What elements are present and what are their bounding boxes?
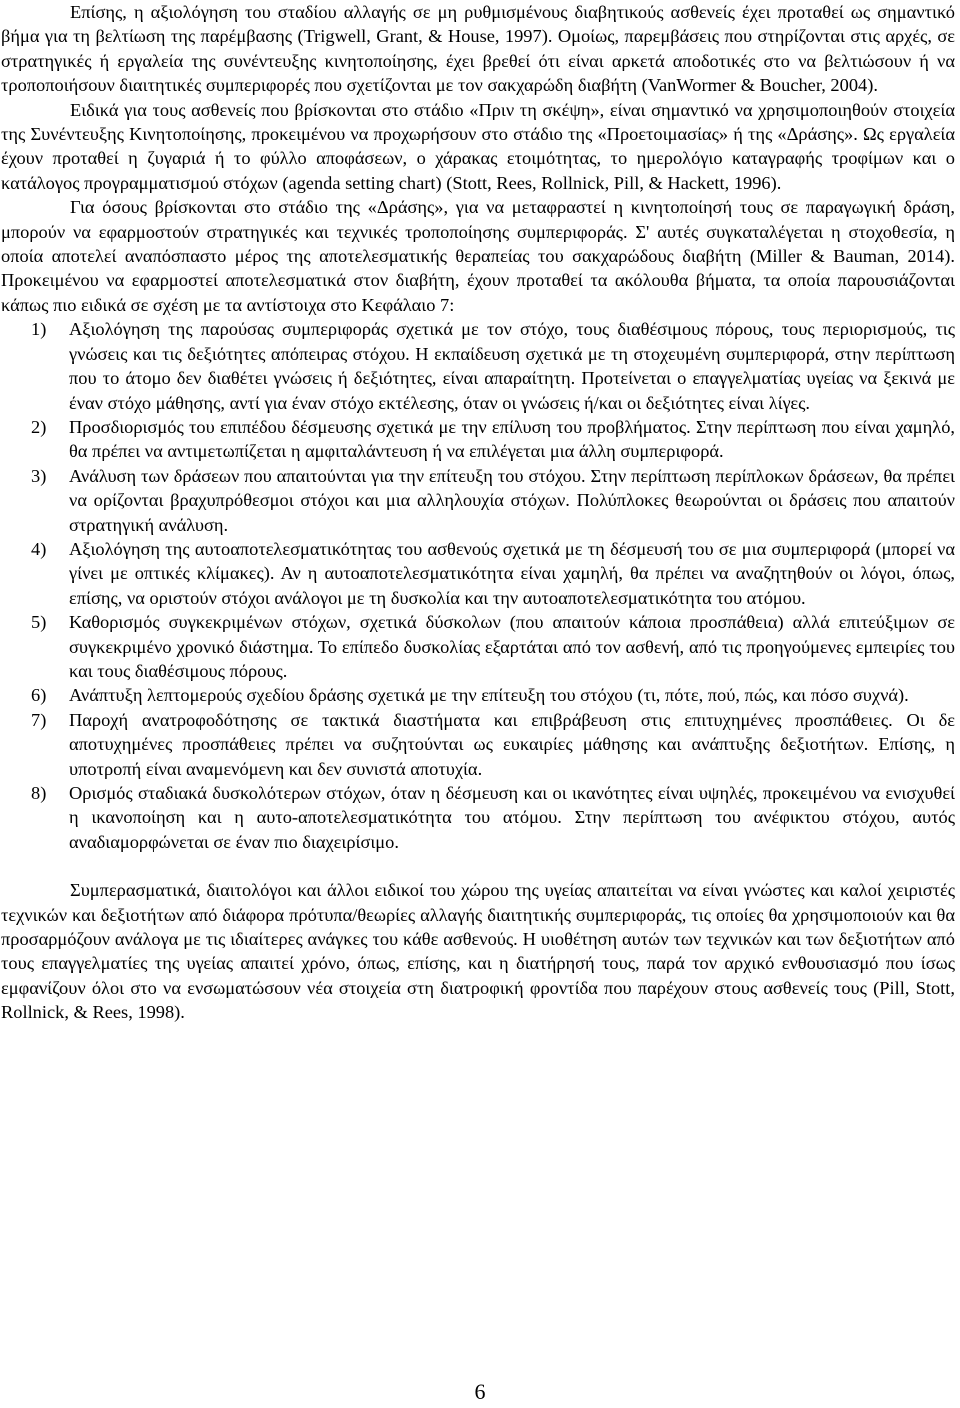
paragraph-conclusion: Συμπερασματικά, διαιτολόγοι και άλλοι ειδικοί του χώρου της υγείας απαιτείται να είναι γνώστες και καλοί χειριστές τεχνικών και δεξιοτήτων από διάφορα πρότυπα/θεωρίες αλλαγής διαιτητικής συμπεριφοράς, τις οποίες θα χρησιμοποιούν και θα προσαρμόζουν ανάλογα με τις ιδιαίτερες ανάγκες του κάθε ασθενούς. Η υιοθέτηση αυτών των τεχνικών και των δεξιοτήτων από τους επαγγελματίες της υγείας απαιτεί χρόνο, όπως, επίσης, και η διατήρησή τους, παρά τον αρχικό ενθουσιασμό που ίσως εμφανίζουν όλοι στο να ενσωματώσουν νέα στοιχεία στη διατροφική φροντίδα που παρέχουν στους ασθενείς τους (Pill, Stott, Rollnick, & Rees, 1998). (1, 880, 955, 1023)
list-item (1, 781, 955, 854)
page-number: 6 (474, 1379, 486, 1404)
list-item (1, 537, 955, 610)
list-item (1, 683, 955, 707)
list-item-number: 2) (31, 416, 47, 437)
list-item-text: Παροχή ανατροφοδότησης σε τακτικά διαστήματα και επιβράβευση στις επιτυχημένες προσπάθειες. Οι δε αποτυχημένες προσπάθειες πρέπει να συζητούνται ως ευκαιρίες μάθησης και ανάπτυξης δεξιοτήτων. Επίσης, η υποτροπή είναι αναμενόμενη και δεν συνιστά αποτυχία. (69, 709, 955, 779)
list-item (1, 415, 955, 464)
paragraph-precontemplation: Ειδικά για τους ασθενείς που βρίσκονται στο στάδιο «Πριν τη σκέψη», είναι σημαντικό να χρησιμοποιηθούν στοιχεία της Συνέντευξης Κινητοποίησης, προκειμένου να προχωρήσουν στο στάδιο της «Προετοιμασίας» ή της «Δράσης». Ως εργαλεία έχουν προταθεί η ζυγαριά ή το φύλλο αποφάσεων, ο χάρακας ετοιμότητας, το ημερολόγιο καταγραφής τροφίμων και ο κατάλογος προγραμματισμού στόχων (agenda setting chart) (Stott, Rees, Rollnick, Pill, & Hackett, 1996). (1, 99, 955, 193)
list-item-text: Ορισμός σταδιακά δυσκολότερων στόχων, όταν η δέσμευση και οι ικανότητες είναι υψηλές, προκειμένου να ενισχυθεί η ικανοποίηση και η αυτο-αποτελεσματικότητα του ατόμου. Στην περίπτωση του ανέφικτου στόχου, αυτός αναδιαμορφώνεται σε έναν πιο διαχειρίσιμο. (69, 783, 955, 852)
list-item-text: Ανάπτυξη λεπτομερούς σχεδίου δράσης σχετικά με την επίτευξη του στόχου (τι, πότε, πού, πώς, και πόσο συχνά). (69, 685, 909, 706)
goal-setting-steps-list (1, 317, 955, 854)
list-item (1, 610, 955, 683)
list-item-text: Καθορισμός συγκεκριμένων στόχων, σχετικά δύσκολων (που απαιτούν κάποια προσπάθεια) αλλά επιτεύξιμων σε συγκεκριμένο χρονικό διάστημα. Το επίπεδο δυσκολίας εξαρτάται από τον ασθενή, από τις προηγούμενες εμπειρίες του και τους διαθέσιμους πόρους. (69, 612, 955, 681)
document-page (1, 0, 955, 1025)
list-item (1, 708, 955, 781)
list-item-number: 1) (31, 319, 47, 340)
list-item-number: 5) (31, 612, 47, 633)
paragraph-spacer (1, 854, 955, 878)
list-item-number: 4) (31, 538, 47, 559)
list-item-number: 6) (31, 685, 47, 706)
paragraph-action-stage: Για όσους βρίσκονται στο στάδιο της «Δράσης», για να μεταφραστεί η κινητοποίησή τους σε παραγωγική δράση, μπορούν να εφαρμοστούν στρατηγικές και τεχνικές τροποποίησης συμπεριφοράς. Σ' αυτές συγκαταλέγεται η στοχοθεσία, η οποία αποτελεί αναπόσπαστο μέρος της αποτελεσματικής θεραπείας του σακχαρώδους διαβήτη (Miller & Bauman, 2014). Προκειμένου να εφαρμοστεί αποτελεσματικά στον διαβήτη, έχουν προταθεί τα ακόλουθα βήματα, τα οποία παρουσιάζονται κάπως πιο ειδικά σε σχέση με τα αντίστοιχα στο Κεφάλαιο 7: (1, 197, 955, 315)
list-item-number: 7) (31, 709, 47, 730)
list-item-text: Αξιολόγηση της παρούσας συμπεριφοράς σχετικά με τον στόχο, τους διαθέσιμους πόρους, τους περιορισμούς, τις γνώσεις και τις δεξιότητες απόπειρας στόχου. Η εκπαίδευση σχετικά με τη στοχευμένη συμπεριφορά, στην περίπτωση που το άτομο δεν διαθέτει γνώσεις ή δεξιότητες, είναι απαραίτητη. Προτείνεται ο επαγγελματίας υγείας να ξεκινά με έναν στόχο μάθησης, αντί για έναν στόχο εκτέλεσης, όταν οι γνώσεις ή/και οι δεξιότητες είναι λίγες. (69, 319, 955, 413)
list-item (1, 317, 955, 415)
paragraph-stage-assessment: Επίσης, η αξιολόγηση του σταδίου αλλαγής σε μη ρυθμισμένους διαβητικούς ασθενείς έχει προταθεί ως σημαντικό βήμα για τη βελτίωση της παρέμβασης (Trigwell, Grant, & House, 1997). Ομοίως, παρεμβάσεις που στηρίζονται στις αρχές, σε στρατηγικές ή εργαλεία της συνέντευξης κινητοποίησης, έχει βρεθεί ότι είναι αρκετά αποδοτικές στο να βελτιώσουν ή να τροποποιήσουν διαιτητικές συμπεριφορές που σχετίζονται με τον σακχαρώδη διαβήτη (VanWormer & Boucher, 2004). (1, 2, 955, 96)
list-item-number: 3) (31, 465, 47, 486)
list-item-text: Ανάλυση των δράσεων που απαιτούνται για την επίτευξη του στόχου. Στην περίπτωση περίπλοκων δράσεων, θα πρέπει να ορίζονται βραχυπρόθεσμοι στόχοι και μια αλληλουχία στόχων. Πολύπλοκες θεωρούνται οι δράσεις που απαιτούν στρατηγική ανάλυση. (69, 465, 955, 535)
list-item-text: Αξιολόγηση της αυτοαποτελεσματικότητας του ασθενούς σχετικά με τη δέσμευσή του σε μια συμπεριφορά (μπορεί να γίνει με οπτικές κλίμακες). Αν η αυτοαποτελεσματικότητα είναι χαμηλή, θα πρέπει να αναζητηθούν οι λόγοι, όπως, επίσης, να οριστούν στόχοι ανάλογοι με τη δυσκολία και την αυτοαποτελεσματικότητα του ατόμου. (69, 538, 955, 608)
list-item-number: 8) (31, 783, 47, 803)
list-item (1, 464, 955, 537)
list-item-text: Προσδιορισμός του επιπέδου δέσμευσης σχετικά με την επίλυση του προβλήματος. Στην περίπτωση που είναι χαμηλό, θα πρέπει να αντιμετωπίζεται η αμφιταλάντευση ή να επιλέγεται μια άλλη συμπεριφορά. (69, 416, 955, 462)
